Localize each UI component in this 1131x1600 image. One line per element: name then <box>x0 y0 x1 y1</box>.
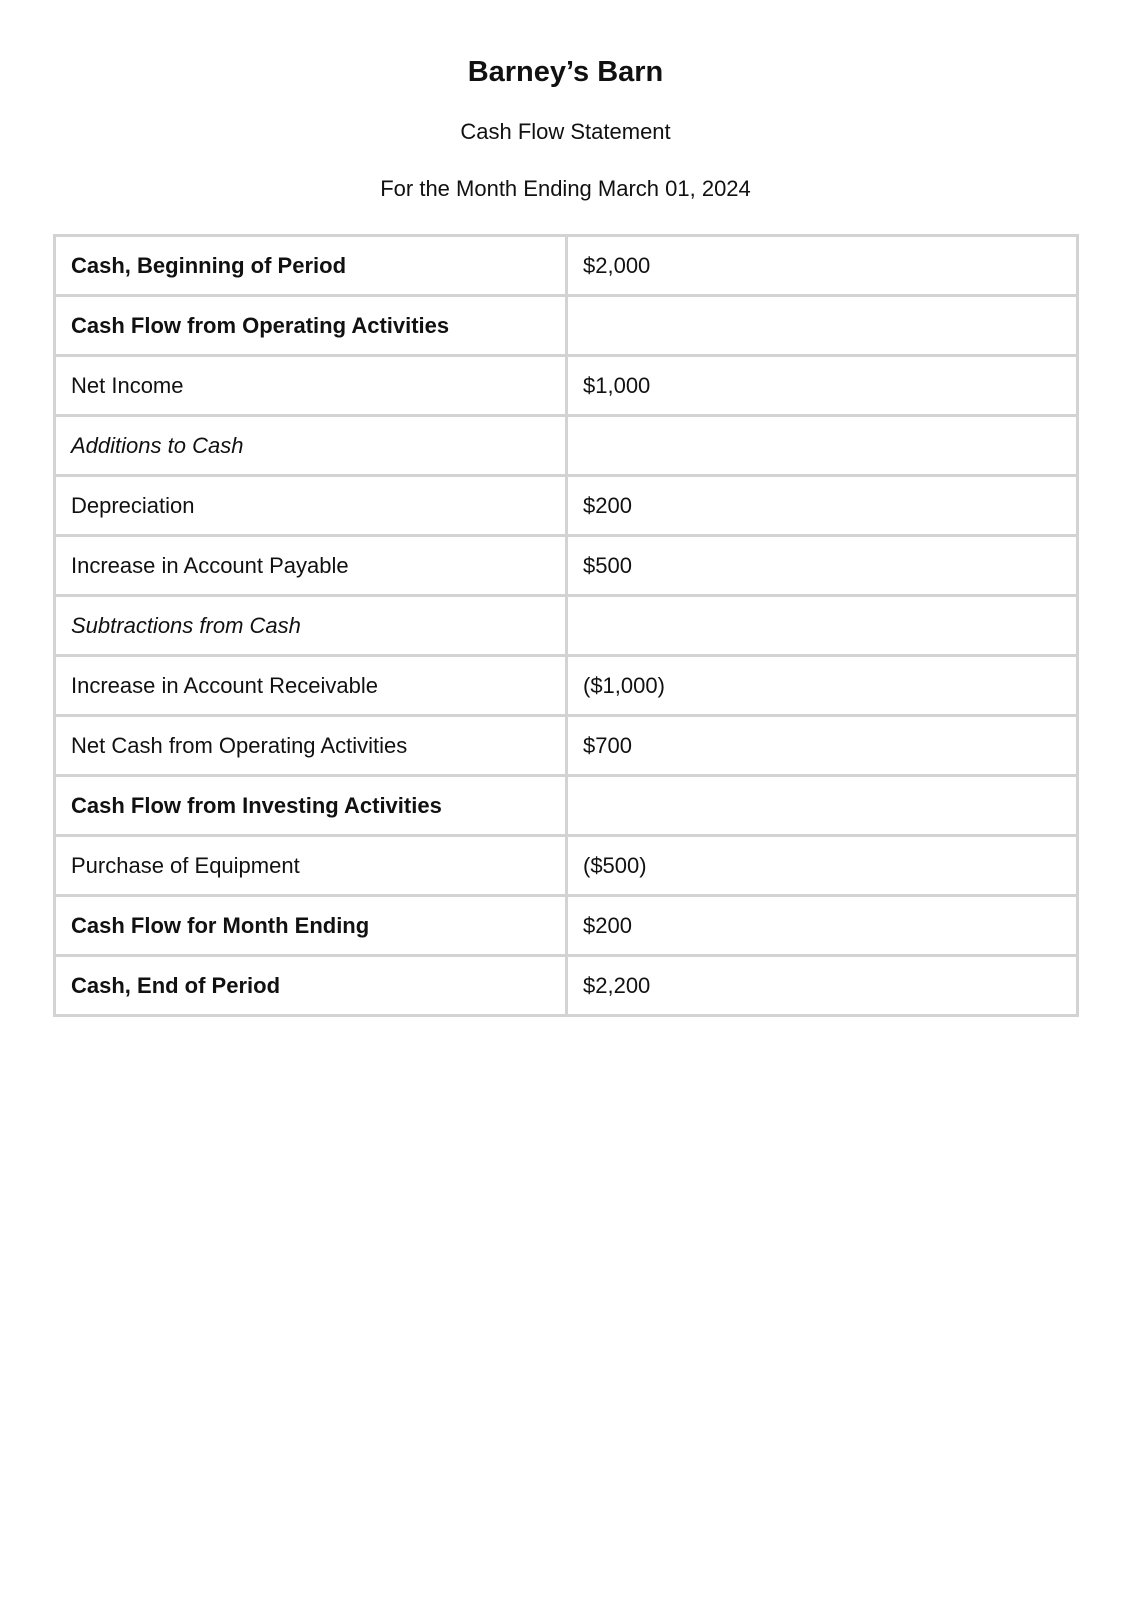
table-row <box>55 476 1078 536</box>
table-row <box>55 776 1078 836</box>
row-label: Net Cash from Operating Activities <box>55 716 567 776</box>
table-row <box>55 296 1078 356</box>
row-label: Cash Flow for Month Ending <box>55 896 567 956</box>
table-row <box>55 956 1078 1016</box>
row-label: Cash, End of Period <box>55 956 567 1016</box>
row-value <box>567 596 1078 656</box>
row-value: $2,200 <box>567 956 1078 1016</box>
row-label: Cash, Beginning of Period <box>55 236 567 296</box>
table-row <box>55 356 1078 416</box>
table-row <box>55 836 1078 896</box>
row-label: Increase in Account Receivable <box>55 656 567 716</box>
row-value: ($500) <box>567 836 1078 896</box>
row-label: Cash Flow from Operating Activities <box>55 296 567 356</box>
row-label: Increase in Account Payable <box>55 536 567 596</box>
row-label: Cash Flow from Investing Activities <box>55 776 567 836</box>
statement-title: Cash Flow Statement <box>460 119 671 144</box>
row-value: ($1,000) <box>567 656 1078 716</box>
table-row <box>55 236 1078 296</box>
row-value: $500 <box>567 536 1078 596</box>
row-value: $2,000 <box>567 236 1078 296</box>
table-row <box>55 416 1078 476</box>
table-row <box>55 656 1078 716</box>
row-label: Depreciation <box>55 476 567 536</box>
table-row <box>55 716 1078 776</box>
statement-period: For the Month Ending March 01, 2024 <box>380 176 751 201</box>
row-label: Net Income <box>55 356 567 416</box>
row-value: $200 <box>567 896 1078 956</box>
row-value: $700 <box>567 716 1078 776</box>
table-row <box>55 536 1078 596</box>
table-row <box>55 596 1078 656</box>
row-label: Purchase of Equipment <box>55 836 567 896</box>
company-name: Barney’s Barn <box>467 56 664 88</box>
table-row <box>55 896 1078 956</box>
row-value: $200 <box>567 476 1078 536</box>
row-label: Subtractions from Cash <box>55 596 567 656</box>
row-value <box>567 416 1078 476</box>
row-value: $1,000 <box>567 356 1078 416</box>
row-value <box>567 296 1078 356</box>
cash-flow-table <box>53 234 1079 1017</box>
row-value <box>567 776 1078 836</box>
row-label: Additions to Cash <box>55 416 567 476</box>
